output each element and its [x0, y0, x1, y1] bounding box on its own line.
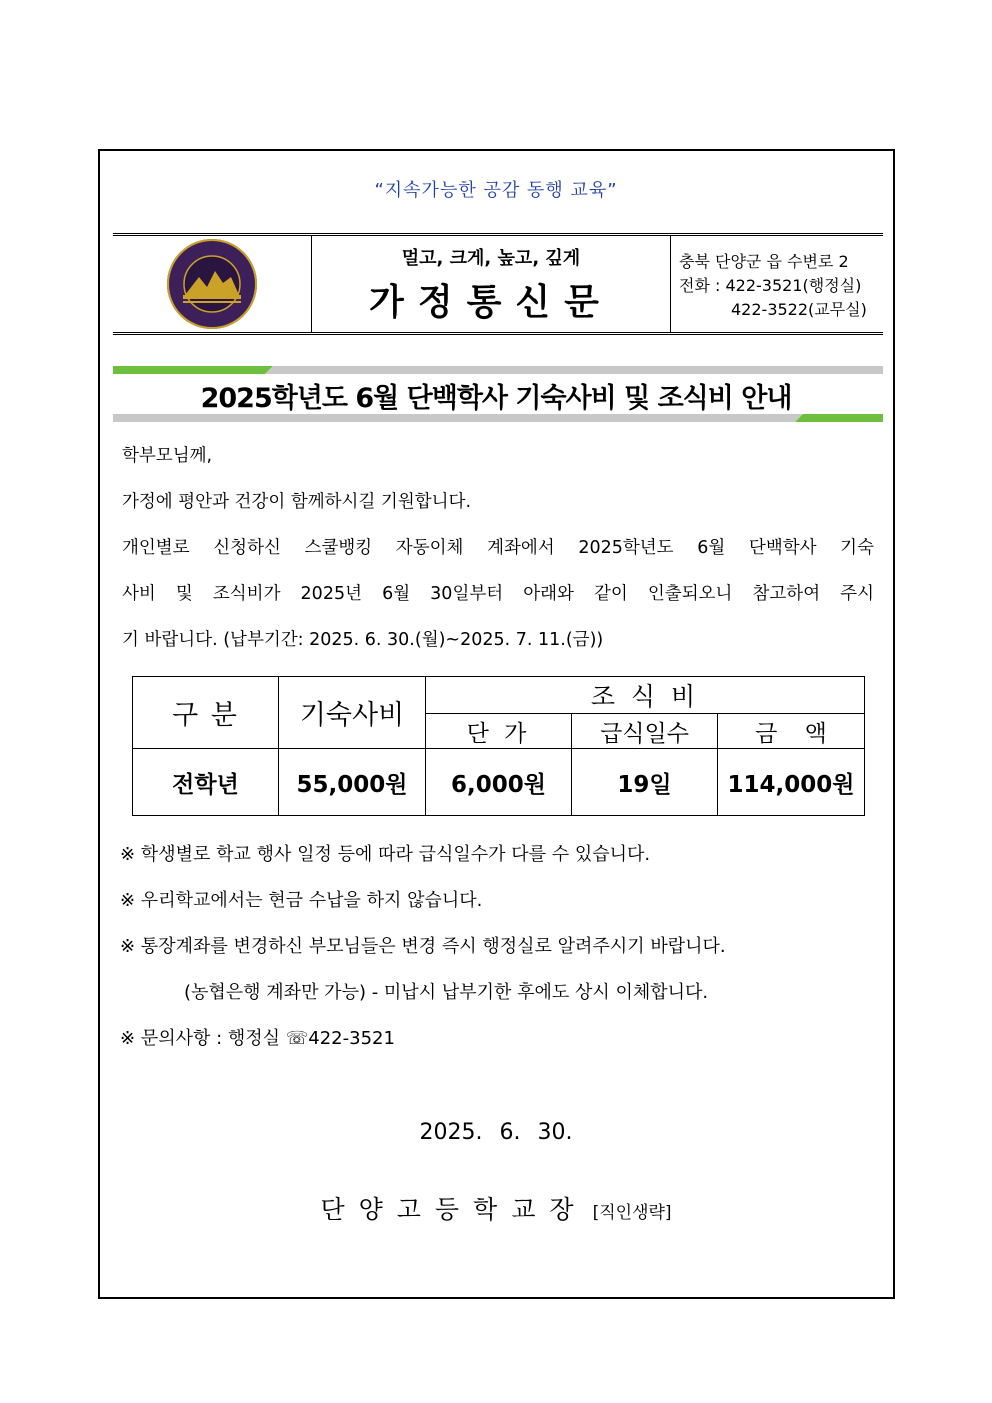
note-meal-days: ※ 학생별로 학교 행사 일정 등에 따라 급식일수가 다를 수 있습니다.: [120, 844, 651, 865]
header-breakfast-fee: 조 식 비: [426, 677, 865, 714]
note-inquiry: [120, 1027, 395, 1051]
phone-admin: 전화 : 422-3521(행정실): [679, 276, 862, 295]
cell-unit-price: 6,000원: [426, 749, 572, 816]
body-line-4: 기 바랍니다. (납부기간: 2025. 6. 30.(월)~2025. 7. 11.(금)): [122, 630, 604, 650]
note-no-cash: ※ 우리학교에서는 현금 수납을 하지 않습니다.: [120, 890, 483, 911]
header-dorm-fee: 기숙사비: [279, 677, 426, 749]
inquiry-label: ※ 문의사항 : 행정실: [120, 1028, 281, 1049]
header-category: 구 분: [133, 677, 279, 749]
header-unit-price: 단 가: [426, 714, 572, 749]
cell-category: 전학년: [133, 749, 279, 816]
issue-date: 2025. 6. 30.: [419, 1120, 573, 1145]
inquiry-phone: 422-3521: [308, 1028, 395, 1049]
cell-meal-days: 19일: [572, 749, 718, 816]
note-bank-only: (농협은행 계좌만 가능) - 미납시 납부기한 후에도 상시 이체합니다.: [184, 982, 709, 1003]
body-line-1: 가정에 평안과 건강이 함께하시길 기원합니다.: [122, 492, 472, 512]
school-motto: 멀고, 크게, 높고, 깊게: [401, 247, 581, 269]
document-title: 2025학년도 6월 단백학사 기숙사비 및 조식비 안내: [200, 383, 792, 414]
header-meal-days: 급식일수: [572, 714, 718, 749]
cell-amount: 114,000원: [718, 749, 865, 816]
school-address: 충북 단양군 읍 수변로 2: [679, 252, 849, 271]
school-logo-cell: [113, 236, 312, 332]
phone-icon: ☏: [285, 1028, 309, 1049]
cell-dorm-fee: 55,000원: [279, 749, 426, 816]
seal-omitted: [직인생략]: [592, 1203, 672, 1223]
header-amount: 금 액: [718, 714, 865, 749]
school-emblem-icon: [165, 237, 259, 331]
table-row: [133, 749, 865, 816]
body-line-3: 사비 및 조식비가 2025년 6월 30일부터 아래와 같이 인출되오니 참고하여 주시: [122, 584, 874, 604]
fee-table: [132, 676, 865, 816]
note-account-change: ※ 통장계좌를 변경하신 부모님들은 변경 즉시 행정실로 알려주시기 바랍니다.: [120, 936, 726, 957]
signature: [0, 1190, 992, 1226]
contact-info: [671, 236, 883, 332]
newsletter-title: 가정통신문: [369, 281, 613, 323]
letterhead-title-cell: [312, 236, 671, 332]
greeting: 학부모님께,: [122, 446, 213, 466]
slogan: “지속가능한 공감 동행 교육”: [374, 180, 618, 201]
body-line-2: 개인별로 신청하신 스쿨뱅킹 자동이체 계좌에서 2025학년도 6월 단백학사 기숙: [122, 538, 874, 558]
principal-name: 단양고등학교장: [320, 1195, 588, 1224]
phone-academic: 422-3522(교무실): [731, 300, 867, 319]
letterhead: [113, 233, 883, 335]
